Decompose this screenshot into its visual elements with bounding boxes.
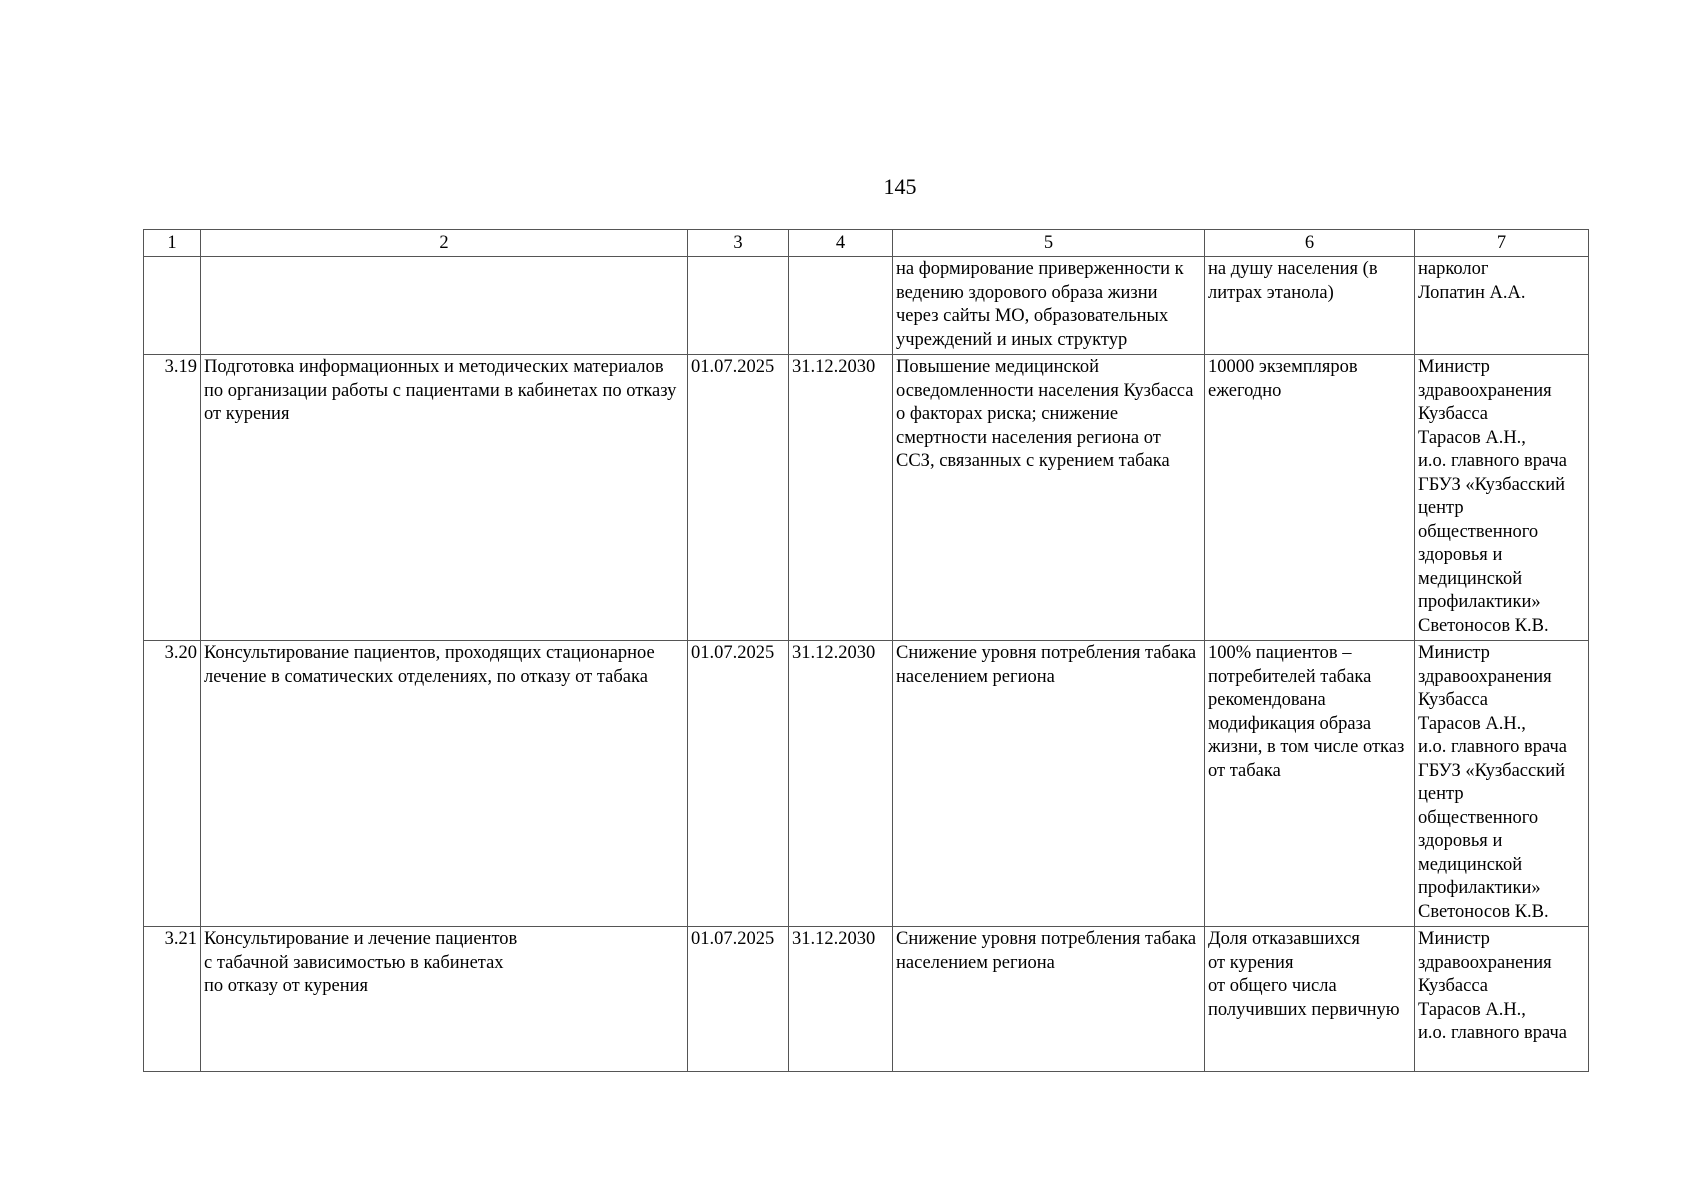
end-date-cell: 31.12.2030 — [789, 927, 893, 1072]
indicator-cell: Доля отказавшихся от курения от общего числа получивших первичную — [1205, 927, 1415, 1072]
measures-table — [143, 229, 1589, 1072]
result-cell: Повышение медицинской осведомленности населения Кузбасса о факторах риска; снижение смертности населения региона от ССЗ, связанных с курением табака — [893, 355, 1205, 641]
table-row — [144, 927, 1589, 1072]
row-number — [144, 257, 201, 355]
header-col-4: 4 — [789, 230, 893, 257]
header-col-3: 3 — [688, 230, 789, 257]
row-number: 3.20 — [144, 641, 201, 927]
indicator-cell: на душу населения (в литрах этанола) — [1205, 257, 1415, 355]
end-date-cell — [789, 257, 893, 355]
responsible-cell: нарколог Лопатин А.А. — [1415, 257, 1589, 355]
start-date-cell: 01.07.2025 — [688, 355, 789, 641]
table-row — [144, 355, 1589, 641]
end-date-cell: 31.12.2030 — [789, 641, 893, 927]
responsible-cell: Министр здравоохранения Кузбасса Тарасов А.Н., и.о. главного врача — [1415, 927, 1589, 1072]
indicator-cell: 100% пациентов – потребителей табака рекомендована модификация образа жизни, в том числе отказ от табака — [1205, 641, 1415, 927]
row-number: 3.21 — [144, 927, 201, 1072]
table-row — [144, 257, 1589, 355]
start-date-cell — [688, 257, 789, 355]
end-date-cell: 31.12.2030 — [789, 355, 893, 641]
header-col-7: 7 — [1415, 230, 1589, 257]
action-cell: Консультирование пациентов, проходящих стационарное лечение в соматических отделениях, по отказу от табака — [201, 641, 688, 927]
action-cell: Подготовка информационных и методических материалов по организации работы с пациентами в кабинетах по отказу от курения — [201, 355, 688, 641]
result-cell: Снижение уровня потребления табака населением региона — [893, 927, 1205, 1072]
page-number: 145 — [883, 174, 917, 199]
header-row — [144, 230, 1589, 257]
responsible-cell: Министр здравоохранения Кузбасса Тарасов А.Н., и.о. главного врача ГБУЗ «Кузбасский центр общественного здоровья и медицинской профилактики» Светоносов К.В. — [1415, 641, 1589, 927]
header-col-5: 5 — [893, 230, 1205, 257]
responsible-cell: Министр здравоохранения Кузбасса Тарасов А.Н., и.о. главного врача ГБУЗ «Кузбасский центр общественного здоровья и медицинской профилактики» Светоносов К.В. — [1415, 355, 1589, 641]
action-cell — [201, 257, 688, 355]
header-col-6: 6 — [1205, 230, 1415, 257]
start-date-cell: 01.07.2025 — [688, 927, 789, 1072]
start-date-cell: 01.07.2025 — [688, 641, 789, 927]
indicator-cell: 10000 экземпляров ежегодно — [1205, 355, 1415, 641]
header-col-2: 2 — [201, 230, 688, 257]
result-cell: Снижение уровня потребления табака населением региона — [893, 641, 1205, 927]
table-row — [144, 641, 1589, 927]
result-cell: на формирование приверженности к ведению здорового образа жизни через сайты МО, образовательных учреждений и иных структур — [893, 257, 1205, 355]
row-number: 3.19 — [144, 355, 201, 641]
action-cell: Консультирование и лечение пациентов с табачной зависимостью в кабинетах по отказу от курения — [201, 927, 688, 1072]
header-col-1: 1 — [144, 230, 201, 257]
